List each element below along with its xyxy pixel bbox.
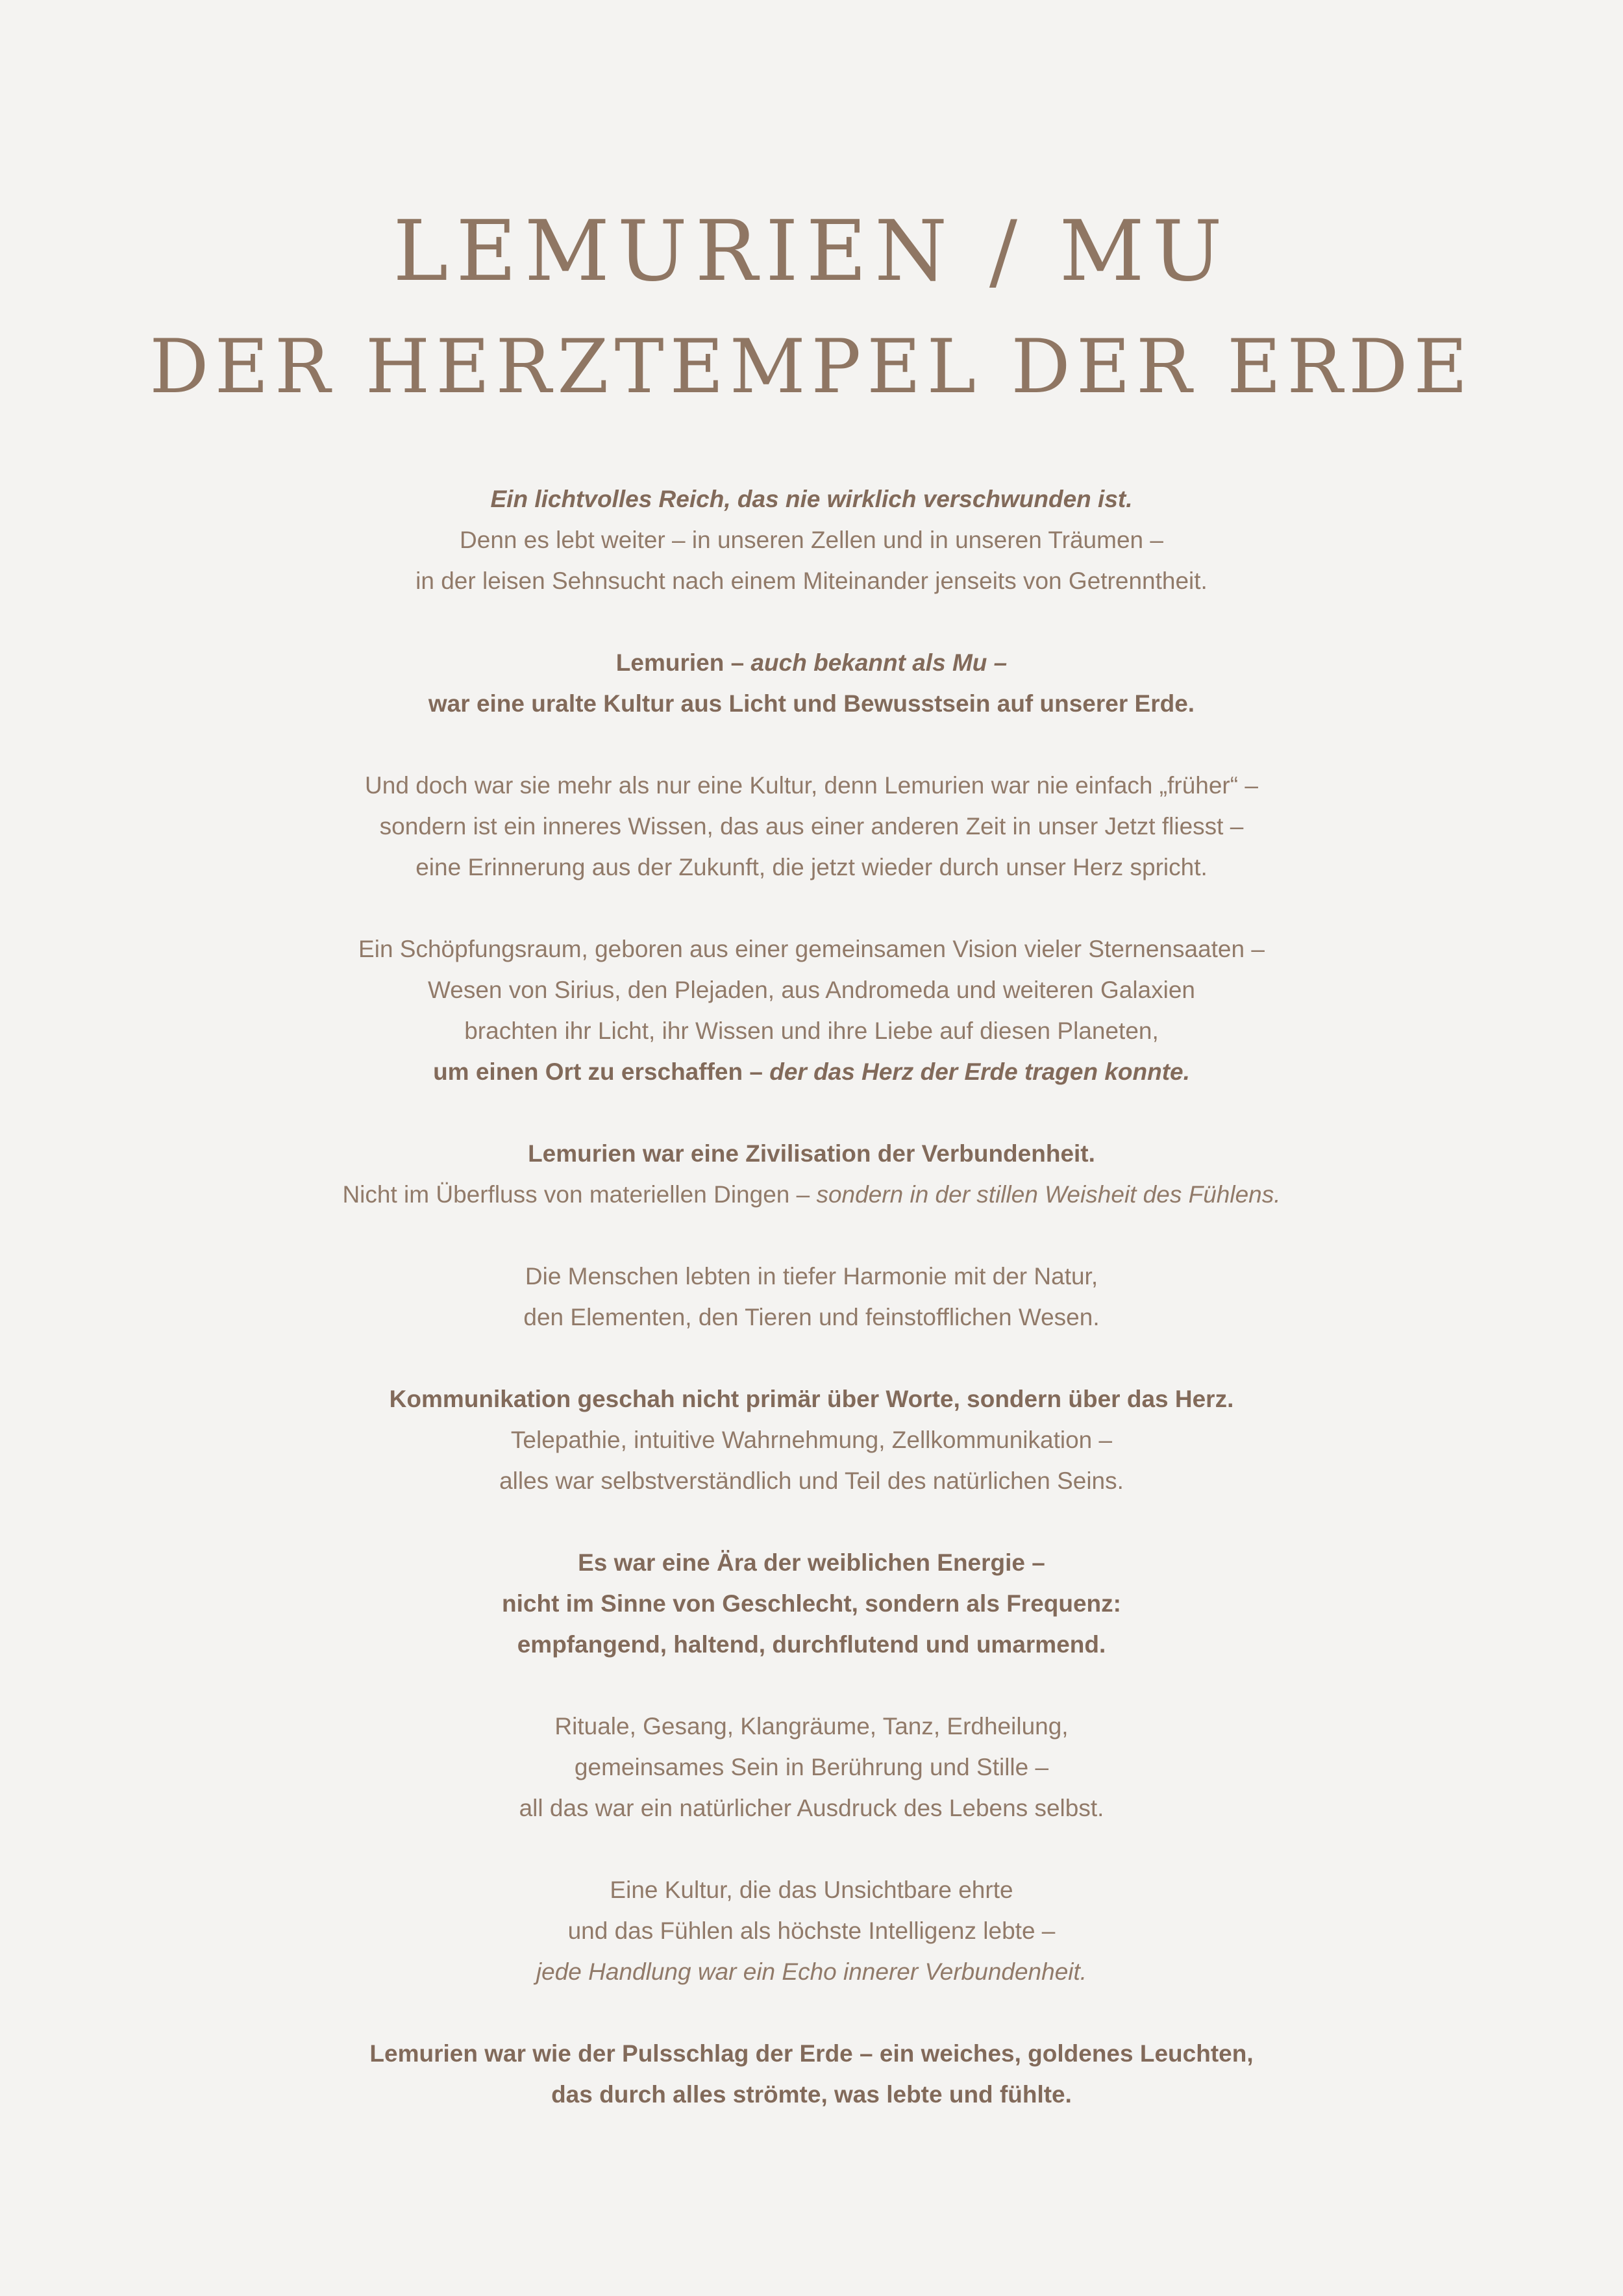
paragraph-lemurien-mu: [0, 642, 1623, 724]
text-line: und das Fühlen als höchste Intelligenz lebte –: [567, 1917, 1056, 1944]
text-line: eine Erinnerung aus der Zukunft, die jetzt wieder durch unser Herz spricht.: [415, 854, 1208, 880]
text-line: den Elementen, den Tieren und feinstofflichen Wesen.: [523, 1304, 1100, 1330]
paragraph-rituals: [0, 1706, 1623, 1828]
text-line: Rituale, Gesang, Klangräume, Tanz, Erdheilung,: [554, 1713, 1069, 1740]
body-text: [0, 479, 1623, 2156]
text-line: Lemurien war eine Zivilisation der Verbundenheit.: [528, 1140, 1095, 1167]
paragraph-civilisation: [0, 1133, 1623, 1215]
paragraph-pulse: [0, 2033, 1623, 2115]
title-line-1: LEMURIEN / MU: [393, 203, 1230, 300]
text-line: alles war selbstverständlich und Teil des natürlichen Seins.: [499, 1467, 1124, 1494]
text-line: Es war eine Ära der weiblichen Energie –: [578, 1549, 1045, 1576]
text-line: Denn es lebt weiter – in unseren Zellen und in unseren Träumen –: [460, 527, 1163, 553]
paragraph-invisible: [0, 1869, 1623, 1992]
text-line: nicht im Sinne von Geschlecht, sondern als Frequenz:: [502, 1590, 1121, 1617]
text-line: Wesen von Sirius, den Plejaden, aus Andromeda und weiteren Galaxien: [428, 977, 1195, 1003]
paragraph-feminine-energy: [0, 1542, 1623, 1665]
text-line: Kommunikation geschah nicht primär über Worte, sondern über das Herz.: [389, 1386, 1234, 1412]
paragraph-communication: [0, 1379, 1623, 1501]
text-line: Lemurien war wie der Pulsschlag der Erde – ein weiches, goldenes Leuchten,: [369, 2040, 1254, 2067]
text-line: empfangend, haltend, durchflutend und umarmend.: [517, 1631, 1106, 1658]
text-line: das durch alles strömte, was lebte und fühlte.: [551, 2081, 1072, 2108]
text-line: brachten ihr Licht, ihr Wissen und ihre Liebe auf diesen Planeten,: [464, 1017, 1159, 1044]
text-segment-italic: sondern in der stillen Weisheit des Fühlens.: [816, 1181, 1281, 1208]
text-line: Die Menschen lebten in tiefer Harmonie mit der Natur,: [525, 1263, 1098, 1290]
text-line: sondern ist ein inneres Wissen, das aus einer anderen Zeit in unser Jetzt fliesst –: [379, 813, 1244, 840]
paragraph-inner-knowledge: [0, 765, 1623, 888]
text-segment: um einen Ort zu erschaffen –: [433, 1058, 770, 1085]
text-line: [0, 642, 1623, 683]
text-segment: Nicht im Überfluss von materiellen Dingen –: [342, 1181, 817, 1208]
text-line: Ein lichtvolles Reich, das nie wirklich verschwunden ist.: [490, 486, 1133, 512]
text-line: jede Handlung war ein Echo innerer Verbundenheit.: [536, 1958, 1087, 1985]
text-line: war eine uralte Kultur aus Licht und Bewusstsein auf unserer Erde.: [428, 690, 1195, 717]
title-line-2: DER HERZTEMPEL DER ERDE: [149, 323, 1474, 410]
text-line: gemeinsames Sein in Berührung und Stille –: [574, 1754, 1049, 1780]
text-line: Eine Kultur, die das Unsichtbare ehrte: [610, 1877, 1013, 1903]
text-segment-italic: auch bekannt als Mu –: [750, 649, 1008, 676]
text-line: Telepathie, intuitive Wahrnehmung, Zellkommunikation –: [510, 1427, 1113, 1453]
text-line: [0, 1174, 1623, 1215]
paragraph-creation-space: [0, 929, 1623, 1092]
text-segment: Lemurien –: [615, 649, 751, 676]
text-line: Und doch war sie mehr als nur eine Kultur, denn Lemurien war nie einfach „früher“ –: [365, 772, 1258, 799]
paragraph-harmony: [0, 1256, 1623, 1338]
paragraph-intro: [0, 479, 1623, 601]
text-line: in der leisen Sehnsucht nach einem Miteinander jenseits von Getrenntheit.: [415, 568, 1208, 594]
text-line: all das war ein natürlicher Ausdruck des Lebens selbst.: [519, 1795, 1104, 1821]
text-segment-italic: der das Herz der Erde tragen konnte.: [769, 1058, 1190, 1085]
text-line: [0, 1051, 1623, 1092]
text-line: Ein Schöpfungsraum, geboren aus einer gemeinsamen Vision vieler Sternensaaten –: [358, 936, 1265, 962]
